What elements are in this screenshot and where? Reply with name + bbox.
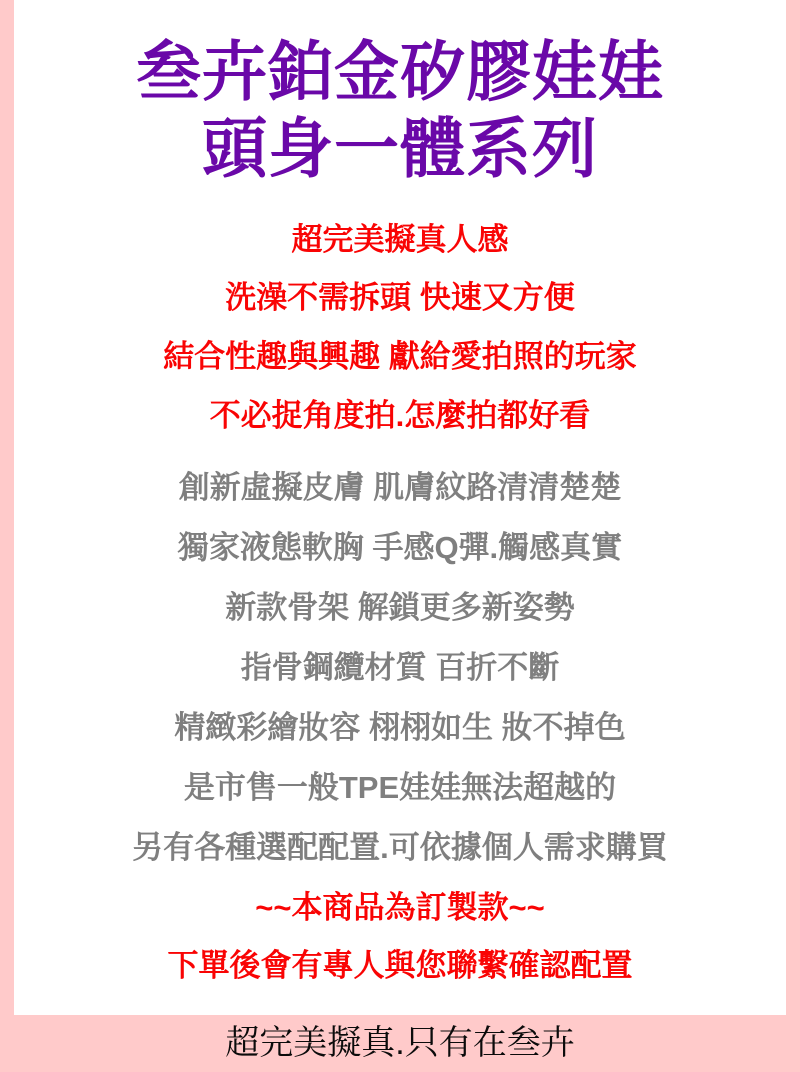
- feature-line-1: 創新虛擬皮膚 肌膚紋路清清楚楚: [178, 470, 622, 505]
- feature-line-6: 是市售一般TPE娃娃無法超越的: [183, 770, 617, 805]
- feature-line-4: 指骨鋼纜材質 百折不斷: [240, 650, 560, 685]
- product-title-line-2: 頭身一體系列: [201, 112, 598, 185]
- footer-bar: [0, 1015, 800, 1072]
- feature-line-7: 另有各種選配配置.可依據個人需求購買: [132, 830, 668, 865]
- highlight-line-1: 超完美擬真人感: [291, 222, 509, 257]
- footer-slogan: 超完美擬真.只有在叁卉: [225, 1024, 575, 1062]
- contact-after-order-note: 下單後會有專人與您聯繫確認配置: [167, 948, 633, 983]
- feature-line-5: 精緻彩繪妝容 栩栩如生 妝不掉色: [174, 710, 626, 745]
- feature-line-3: 新款骨架 解鎖更多新姿勢: [225, 590, 575, 625]
- highlight-line-2: 洗澡不需拆頭 快速又方便: [225, 280, 575, 315]
- highlight-line-3: 結合性趣與興趣 獻給愛拍照的玩家: [163, 339, 637, 374]
- feature-line-2: 獨家液態軟胸 手感Q彈.觸感真實: [177, 530, 623, 565]
- product-title-line-1: 叁卉鉑金矽膠娃娃: [135, 35, 664, 108]
- highlight-line-4: 不必捉角度拍.怎麼拍都好看: [209, 398, 591, 433]
- custom-order-note: ~~本商品為訂製款~~: [255, 890, 545, 925]
